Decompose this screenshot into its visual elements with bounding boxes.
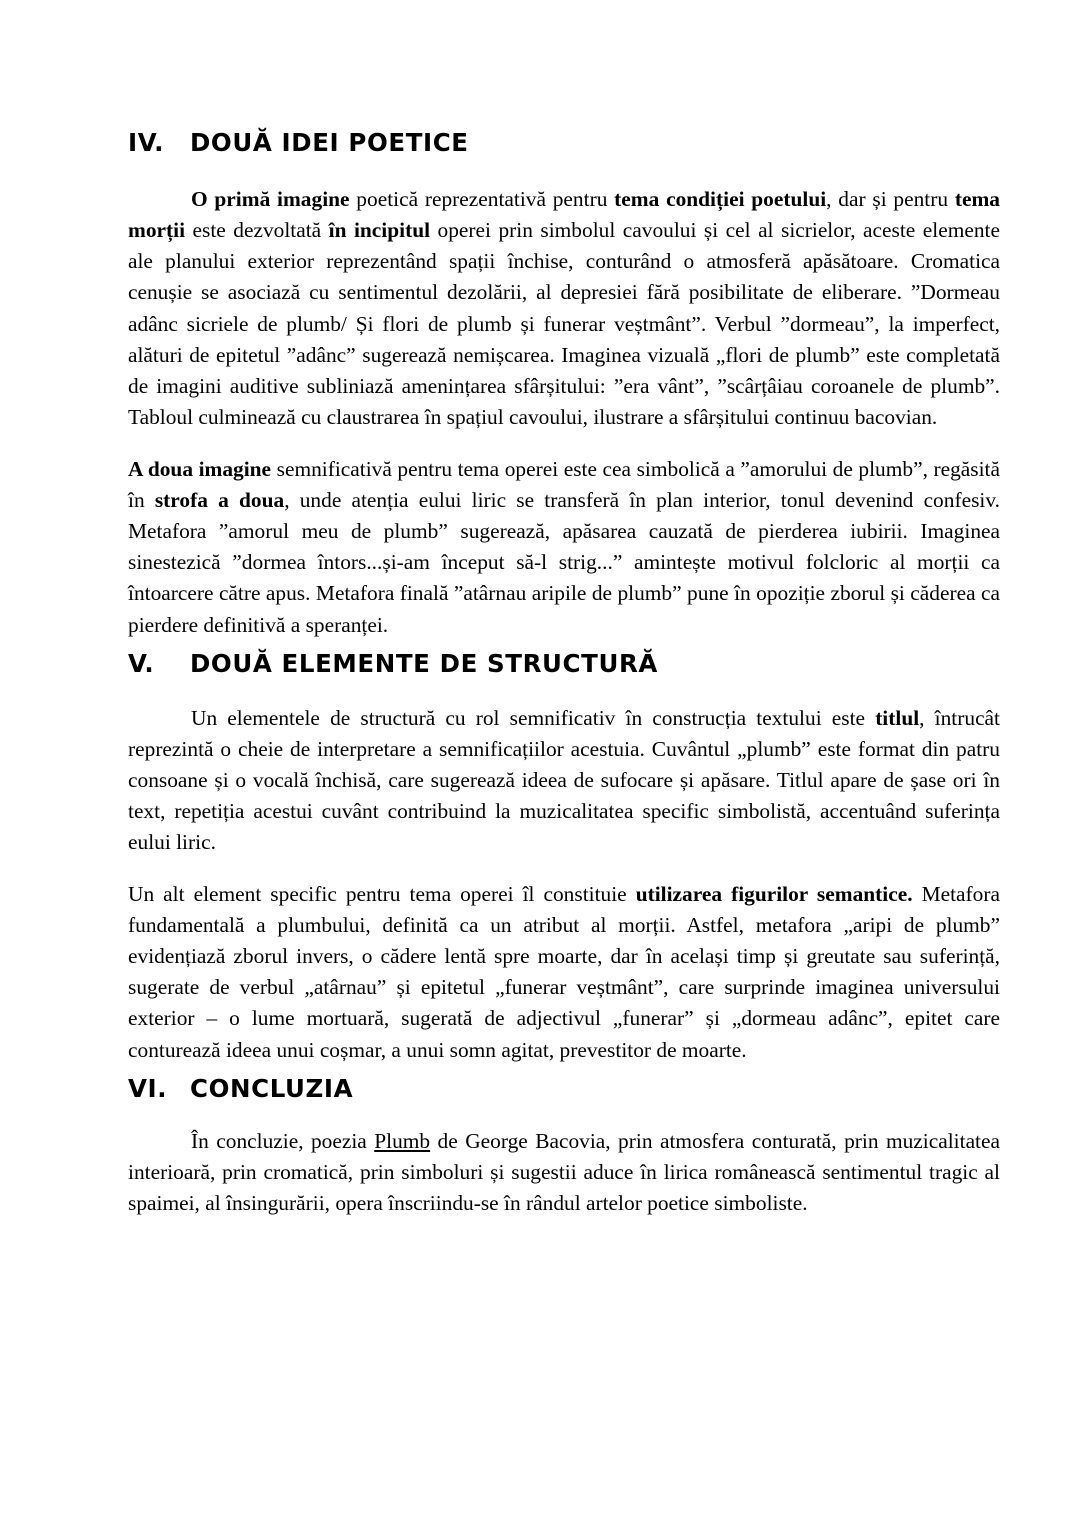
paragraph-first-image: O primă imagine poetică reprezentativă pentru tema condiției poetului, dar și pentru tema morții este dezvoltată în incipitul operei prin simbolul cavoului și cel al sicrielor, aceste elemente ale planului exterior reprezentând spații închise, conturând o atmosferă apăsătoare. Cromatica cenușie se asociază cu sentimentul dezolării, al depresiei fără posibilitate de eliberare. ”Dormeau adânc sicriele de plumb/ Și flori de plumb și funerar veștmânt”. Verbul ”dormeau”, la imperfect, alături de epitetul ”adânc” sugerează nemișcarea. Imaginea vizuală „flori de plumb” este completată de imagini auditive subliniază amenințarea sfârșitului: ”era vânt”, ”scârțâiau coroanele de plumb”. Tabloul culminează cu claustrarea în spațiul cavoului, ilustrare a sfârșitului continuu bacovian. [128,186,1000,430]
bold-emphasis: utilizarea figurilor semantice. [635,881,913,906]
poem-title-emphasis: Plumb [374,1128,431,1153]
paragraph-semantic-figures: Un alt element specific pentru tema operei îl constituie utilizarea figurilor semantice. Metafora fundamentală a plumbului, definită ca un atribut al morții. Astfel, metafora „aripi de plumb” evidențiază zborul invers, o cădere lentă spre moarte, dar în același timp și greutate sau suferință, sugerate de verbul „atârnau” și epitetul „funerar veștmânt”, care surprinde imaginea universului exterior – o lume mortuară, sugerată de adjectivul „funerar” și „dormeau adânc”, epitet care conturează ideea unui coșmar, a unui somn agitat, prevestitor de moarte. [128,881,1000,1062]
section-heading-iv [128,128,1000,158]
section-number-iv: IV. [128,128,165,157]
bold-emphasis: A doua imagine [128,456,272,481]
bold-emphasis: titlul [875,705,920,730]
bold-emphasis: tema condiției poetului [614,186,827,211]
section-title-vi: CONCLUZIA [190,1073,354,1103]
section-heading-v [128,649,1000,679]
paragraph-conclusion: În concluzie, poezia Plumb de George Bacovia, prin atmosfera conturată, prin muzicalitatea interioară, prin cromatică, prin simboluri și sugestii aduce în lirica românească sentimentul tragic al spaimei, al însingurării, opera înscriindu-se în rândul artelor poetice simboliste. [128,1128,1000,1216]
section-number-v: V. [128,648,155,678]
bold-emphasis: tema morții [128,186,1000,243]
paragraph-title-element: Un elementele de structură cu rol semnificativ în construcția textului este titlul, întrucât reprezintă o cheie de interpretare a semnificațiilor acestuia. Cuvântul „plumb” este format din patru consoane și o vocală închisă, care sugerează ideea de sufocare și apăsare. Titlul apare de șase ori în text, repetiția acestui cuvânt contribuind la muzicalitatea specific simbolistă, accentuând suferința eului liric. [128,705,1000,855]
paragraph-second-image: A doua imagine semnificativă pentru tema operei este cea simbolică a ”amorului de plumb”, regăsită în strofa a doua, unde atenția eului liric se transferă în plan interior, tonul devenind confesiv. Metafora ”amorul meu de plumb” sugerează, apăsarea cauzată de pierderea iubirii. Imaginea sinestezică ”dormea întors...și-am început să-l strig...” amintește motivul folcloric al morții ca întoarcere către apus. Metafora finală ”atârnau aripile de plumb” pune în opoziție zborul și căderea ca pierdere definitivă a speranței. [128,456,1000,637]
section-heading-vi [128,1074,1000,1104]
section-number-vi: VI. [128,1073,168,1103]
bold-emphasis: O primă imagine [191,186,350,211]
document-body [128,128,1000,1219]
bold-emphasis: strofa a doua [154,487,285,512]
section-title-v: DOUĂ ELEMENTE DE STRUCTURĂ [190,648,658,678]
section-title-iv: DOUĂ IDEI POETICE [190,128,469,157]
bold-emphasis: în incipitul [328,218,431,243]
